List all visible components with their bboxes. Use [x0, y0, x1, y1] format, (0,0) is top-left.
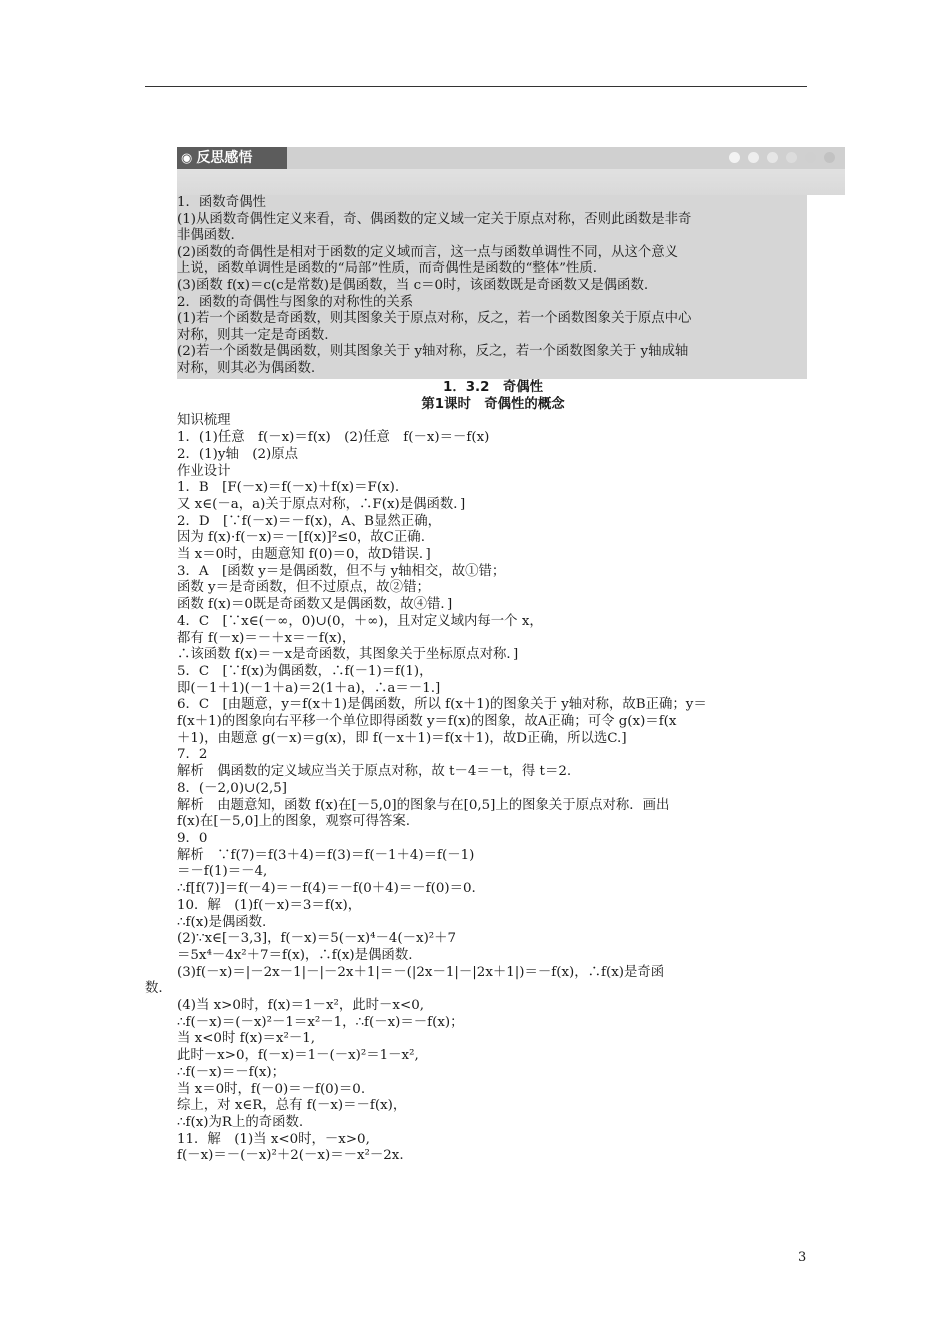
dot-icon: [767, 152, 778, 163]
banner-title: 反思感悟: [196, 150, 253, 166]
content-line: 综上，对 x∈R，总有 f(－x)＝－f(x)，: [177, 1098, 407, 1114]
content-line: 8．(－2,0)∪(2,5]: [177, 780, 288, 796]
content-line: ＝－f(1)＝－4,: [177, 864, 268, 880]
header-rule: [145, 86, 807, 87]
reflection-box: [177, 195, 807, 379]
content-line: 即(－1＋1)(－1＋a)＝2(1＋a)，∴a＝－1.]: [177, 680, 441, 696]
dot-icon: [805, 152, 816, 163]
content-line: ＝5x⁴－4x²＋7＝f(x)，∴f(x)是偶函数.: [177, 947, 413, 963]
reflect-line: (2)函数的奇偶性是相对于函数的定义域而言，这一点与函数单调性不同，从这个意义: [177, 244, 679, 260]
reflect-line: 对称，则其一定是奇函数.: [177, 327, 329, 343]
content-line: 解析 ∵f(7)＝f(3＋4)＝f(3)＝f(－1＋4)＝f(－1): [177, 847, 475, 863]
content-line: 当 x＝0时，f(－0)＝－f(0)＝0.: [177, 1081, 366, 1097]
dot-icon: [729, 152, 740, 163]
section-subtitle: 第1课时 奇偶性的概念: [421, 396, 565, 412]
content-line: ∴f(－x)＝－f(x)；: [177, 1064, 285, 1080]
content-line: ∴f(－x)＝(－x)²－1＝x²－1，∴f(－x)＝－f(x)；: [177, 1014, 464, 1030]
banner-tab: [177, 147, 287, 169]
content-line: 7．2: [177, 747, 208, 763]
content-line: 数.: [145, 981, 163, 997]
content-line: 2．(1)y轴 (2)原点: [177, 446, 298, 462]
content-line: (3)f(－x)＝|－2x－1|－|－2x＋1|＝－(|2x－1|－|2x＋1|)＝－f(x)，∴f(x)是奇函: [177, 964, 665, 980]
dot-icon: [824, 152, 835, 163]
content-line: ∴f(x)是偶函数.: [177, 914, 267, 930]
dot-icon: [786, 152, 797, 163]
content-line: 解析 由题意知，函数 f(x)在[－5,0]的图象与在[0,5]上的图象关于原点对称．画出: [177, 797, 670, 813]
content-line: 当 x<0时 f(x)＝x²－1,: [177, 1031, 316, 1047]
content-line: 又 x∈(－a，a)关于原点对称，∴F(x)是偶函数．]: [177, 496, 466, 512]
content-line: (2)∵x∈[－3,3]，f(－x)＝5(－x)⁴－4(－x)²＋7: [177, 931, 457, 947]
reflect-line: 非偶函数.: [177, 228, 235, 244]
content-line: ＋1)，由题意 g(－x)＝g(x)，即 f(－x＋1)＝f(x＋1)，故D正确，所以选C.]: [177, 730, 627, 746]
content-line: ∴f[f(7)]＝f(－4)＝－f(4)＝－f(0＋4)＝－f(0)＝0.: [177, 881, 476, 897]
content-line: f(x＋1)的图象向右平移一个单位即得函数 y＝f(x)的图象，故A正确；可令 g(x)＝f(x: [177, 714, 677, 730]
content-line: ∴f(x)为R上的奇函数.: [177, 1114, 304, 1130]
reflect-line: (1)从函数奇偶性定义来看，奇、偶函数的定义域一定关于原点对称，否则此函数是非奇: [177, 211, 692, 227]
content-line: (4)当 x>0时，f(x)＝1－x²，此时－x<0,: [177, 998, 424, 1014]
content-line: 当 x＝0时，由题意知 f(0)＝0，故D错误．]: [177, 547, 431, 563]
content-line: 函数 y＝是奇函数，但不过原点，故②错；: [177, 580, 430, 596]
content-line: 因为 f(x)·f(－x)＝－[f(x)]²≤0，故C正确.: [177, 530, 425, 546]
section-title: 1．3.2 奇偶性: [443, 380, 543, 395]
reflect-line: (1)若一个函数是奇函数，则其图象关于原点对称，反之，若一个函数图象关于原点中心: [177, 311, 692, 327]
content-line: 1．(1)任意 f(－x)＝f(x) (2)任意 f(－x)＝－f(x): [177, 430, 490, 446]
content-line: 9．0: [177, 830, 208, 846]
content-line: 5．C [∵f(x)为偶函数，∴f(－1)＝f(1)，: [177, 663, 433, 679]
reflect-line: 对称，则其必为偶函数.: [177, 360, 316, 376]
content-line: 都有 f(－x)＝－＋x＝－f(x)，: [177, 630, 356, 646]
content-line: 2．D [∵f(－x)＝－f(x)，A、B显然正确，: [177, 513, 441, 529]
reflect-line: (3)函数 f(x)＝c(c是常数)是偶函数，当 c＝0时，该函数既是奇函数又是偶函数.: [177, 277, 649, 293]
reflect-line: 上说，函数单调性是函数的“局部”性质，而奇偶性是函数的“整体”性质.: [177, 261, 597, 277]
content-line: ∴该函数 f(x)＝－x是奇函数，其图象关于坐标原点对称．]: [177, 647, 519, 663]
content-line: f(－x)＝－(－x)²＋2(－x)＝－x²－2x.: [177, 1148, 404, 1164]
reflect-line: 1．函数奇偶性: [177, 195, 266, 210]
content-line: 11．解 (1)当 x<0时，－x>0,: [177, 1131, 370, 1147]
content-line: 解析 偶函数的定义域应当关于原点对称，故 t－4＝－t，得 t＝2.: [177, 764, 572, 780]
content-line: 作业设计: [177, 463, 231, 479]
content-line: 3．A [函数 y＝是偶函数，但不与 y轴相交，故①错；: [177, 563, 506, 579]
reflection-banner: [177, 147, 845, 195]
content-line: 此时－x>0，f(－x)＝1－(－x)²＝1－x²,: [177, 1048, 419, 1064]
answer-content: [145, 380, 809, 1165]
reflect-line: 2．函数的奇偶性与图象的对称性的关系: [177, 294, 414, 310]
decorative-dots: [729, 152, 835, 163]
content-line: 10．解 (1)f(－x)＝3＝f(x)，: [177, 897, 362, 913]
content-line: 函数 f(x)＝0既是奇函数又是偶函数，故④错．]: [177, 597, 453, 613]
content-line: f(x)在[－5,0]上的图象，观察可得答案.: [177, 814, 411, 830]
content-line: 4．C [∵x∈(－∞，0)∪(0，＋∞)，且对定义域内每一个 x，: [177, 613, 543, 629]
dot-icon: [748, 152, 759, 163]
reflect-line: (2)若一个函数是偶函数，则其图象关于 y轴对称，反之，若一个函数图象关于 y轴成轴: [177, 344, 689, 360]
content-line: 6．C [由题意，y＝f(x＋1)是偶函数，所以 f(x＋1)的图象关于 y轴对称，故B正确；y＝: [177, 697, 707, 713]
page-number: 3: [798, 1250, 807, 1265]
content-line: 知识梳理: [177, 413, 231, 429]
content-line: 1．B [F(－x)＝f(－x)＋f(x)＝F(x).: [177, 480, 400, 496]
target-icon: ◉: [181, 151, 193, 166]
banner-strip: [287, 147, 845, 169]
